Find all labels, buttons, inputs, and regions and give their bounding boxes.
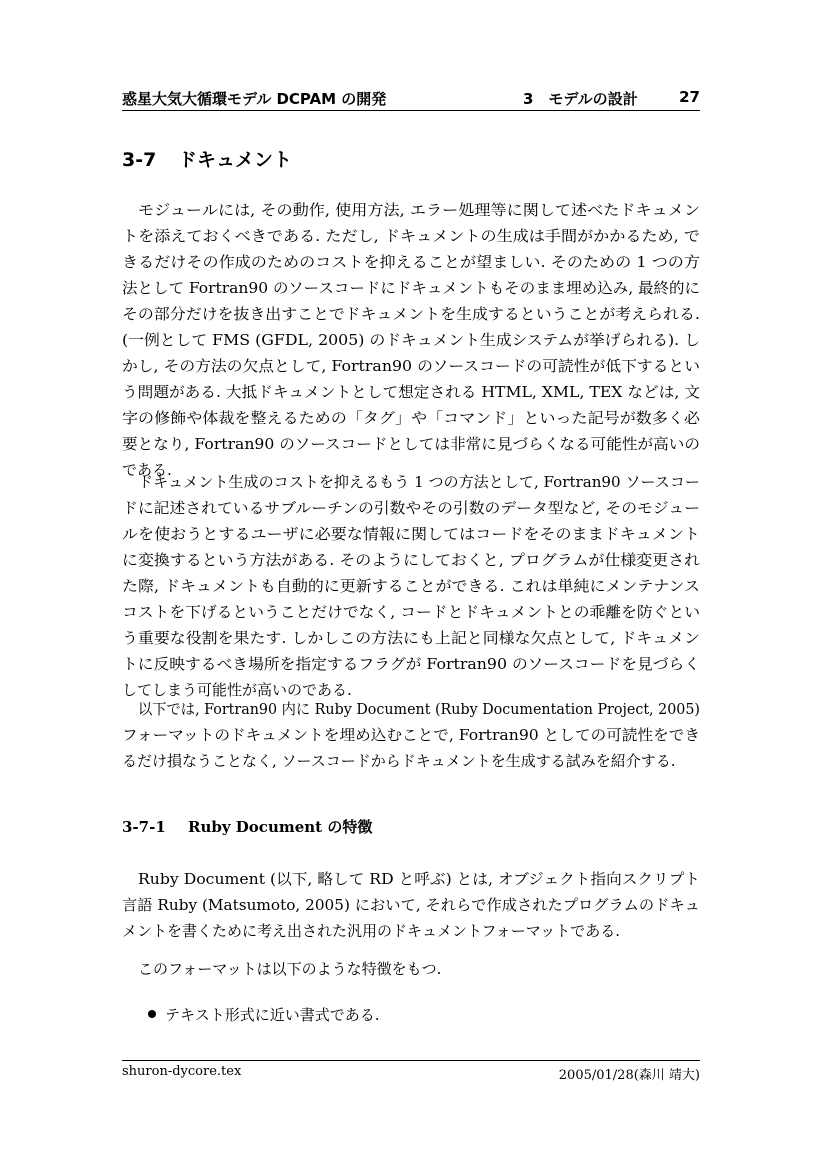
text-line-content: このフォーマットは以下のような特徴をもつ. bbox=[138, 960, 442, 978]
text-line-content: るだけ損なうことなく, ソースコードからドキュメントを生成する試みを紹介する. bbox=[122, 752, 676, 770]
text-line bbox=[122, 573, 700, 599]
text-line bbox=[122, 651, 700, 677]
text-line-content: ドに記述されているサブルーチンの引数やその引数のデータ型など, そのモジュー bbox=[122, 499, 700, 517]
bullet-item bbox=[148, 1002, 379, 1028]
text-line bbox=[122, 469, 700, 495]
text-line-content: (一例として FMS (GFDL, 2005) のドキュメント生成システムが挙げられる). し bbox=[122, 331, 700, 349]
footer-rule bbox=[122, 1060, 700, 1061]
text-line-content: 言語 Ruby (Matsumoto, 2005) において, それらで作成されたプログラムのドキュ bbox=[122, 896, 700, 914]
text-line-content: ルを使おうとするユーザに必要な情報に関してはコードをそのままドキュメント bbox=[122, 525, 700, 543]
text-line-content: 字の修飾や体裁を整えるための「タグ」や「コマンド」といった記号が数多く必 bbox=[122, 409, 700, 427]
sub-paragraph-1 bbox=[122, 866, 700, 944]
text-line bbox=[122, 918, 700, 944]
subsection-title: Ruby Document の特徴 bbox=[188, 818, 373, 836]
text-line bbox=[122, 866, 700, 892]
bullet-text: テキスト形式に近い書式である. bbox=[165, 1006, 380, 1024]
footer-filename: shuron-dycore.tex bbox=[122, 1064, 242, 1079]
text-line bbox=[122, 249, 700, 275]
page-number: 27 bbox=[679, 88, 700, 106]
text-line bbox=[122, 495, 700, 521]
text-line-content: その部分だけを抜き出すことでドキュメントを生成するということが考えられる. bbox=[122, 305, 700, 323]
subsection-heading bbox=[122, 816, 372, 837]
text-line bbox=[122, 599, 700, 625]
text-line-content: に変換するという方法がある. そのようにしておくと, プログラムが仕様変更され bbox=[122, 551, 700, 569]
header-chapter: 3 モデルの設計 bbox=[523, 90, 638, 108]
text-line bbox=[122, 956, 700, 982]
text-line bbox=[122, 547, 700, 573]
paragraph-1 bbox=[122, 197, 700, 483]
text-line-content: う重要な役割を果たす. しかしこの方法にも上記と同様な欠点として, ドキュメン bbox=[122, 629, 700, 647]
text-line-content: う問題がある. 大抵ドキュメントとして想定される HTML, XML, TEX などは, 文 bbox=[122, 383, 700, 401]
running-header bbox=[122, 88, 700, 111]
text-line bbox=[122, 748, 700, 774]
text-line-content: である. bbox=[122, 461, 172, 479]
text-line bbox=[122, 275, 700, 301]
text-line-content: メントを書くために考え出された汎用のドキュメントフォーマットである. bbox=[122, 922, 620, 940]
section-heading bbox=[122, 145, 292, 172]
text-line-content: コストを下げるということだけでなく, コードとドキュメントとの乖離を防ぐとい bbox=[122, 603, 700, 621]
subsection-number: 3-7-1 bbox=[122, 818, 166, 836]
text-line bbox=[122, 327, 700, 353]
text-line bbox=[122, 892, 700, 918]
sub-paragraph-2 bbox=[122, 956, 700, 982]
text-line bbox=[122, 197, 700, 223]
text-line bbox=[122, 625, 700, 651]
section-number: 3-7 bbox=[122, 149, 157, 171]
text-line bbox=[122, 696, 700, 722]
paragraph-2 bbox=[122, 469, 700, 703]
text-line bbox=[122, 353, 700, 379]
text-line bbox=[122, 521, 700, 547]
text-line-content: 法として Fortran90 のソースコードにドキュメントもそのまま埋め込み, 最終的に bbox=[122, 279, 700, 297]
text-line-content: かし, その方法の欠点として, Fortran90 のソースコードの可読性が低下するとい bbox=[122, 357, 700, 375]
text-line-content: モジュールには, その動作, 使用方法, エラー処理等に関して述べたドキュメン bbox=[138, 201, 700, 219]
text-line bbox=[122, 301, 700, 327]
header-title: 惑星大気大循環モデル DCPAM の開発 bbox=[122, 90, 387, 108]
text-line bbox=[122, 379, 700, 405]
text-line bbox=[122, 431, 700, 457]
text-line-content: 要となり, Fortran90 のソースコードとしては非常に見づらくなる可能性が高いの bbox=[122, 435, 700, 453]
footer-date-author: 2005/01/28(森川 靖大) bbox=[558, 1068, 700, 1083]
text-line bbox=[122, 722, 700, 748]
text-line-content: フォーマットのドキュメントを埋め込むことで, Fortran90 としての可読性をでき bbox=[122, 726, 700, 744]
text-line bbox=[122, 405, 700, 431]
text-line-content: してしまう可能性が高いのである. bbox=[122, 681, 352, 699]
text-line-content: 以下では, Fortran90 内に Ruby Document (Ruby Documentation Project, 2005) bbox=[138, 700, 700, 718]
text-line-content: Ruby Document (以下, 略して RD と呼ぶ) とは, オブジェクト指向スクリプト bbox=[138, 870, 700, 888]
text-line-content: ドキュメント生成のコストを抑えるもう 1 つの方法として, Fortran90 ソースコー bbox=[138, 473, 700, 491]
text-line-content: た際, ドキュメントも自動的に更新することができる. これは単純にメンテナンス bbox=[122, 577, 700, 595]
text-line-content: きるだけその作成のためのコストを抑えることが望ましい. そのための 1 つの方 bbox=[122, 253, 700, 271]
paragraph-3 bbox=[122, 696, 700, 774]
section-title: ドキュメント bbox=[178, 149, 293, 171]
bullet-icon bbox=[148, 1010, 156, 1018]
text-line-content: トに反映するべき場所を指定するフラグが Fortran90 のソースコードを見づらく bbox=[122, 655, 700, 673]
text-line bbox=[122, 223, 700, 249]
text-line-content: トを添えておくべきである. ただし, ドキュメントの生成は手間がかかるため, で bbox=[122, 227, 700, 245]
